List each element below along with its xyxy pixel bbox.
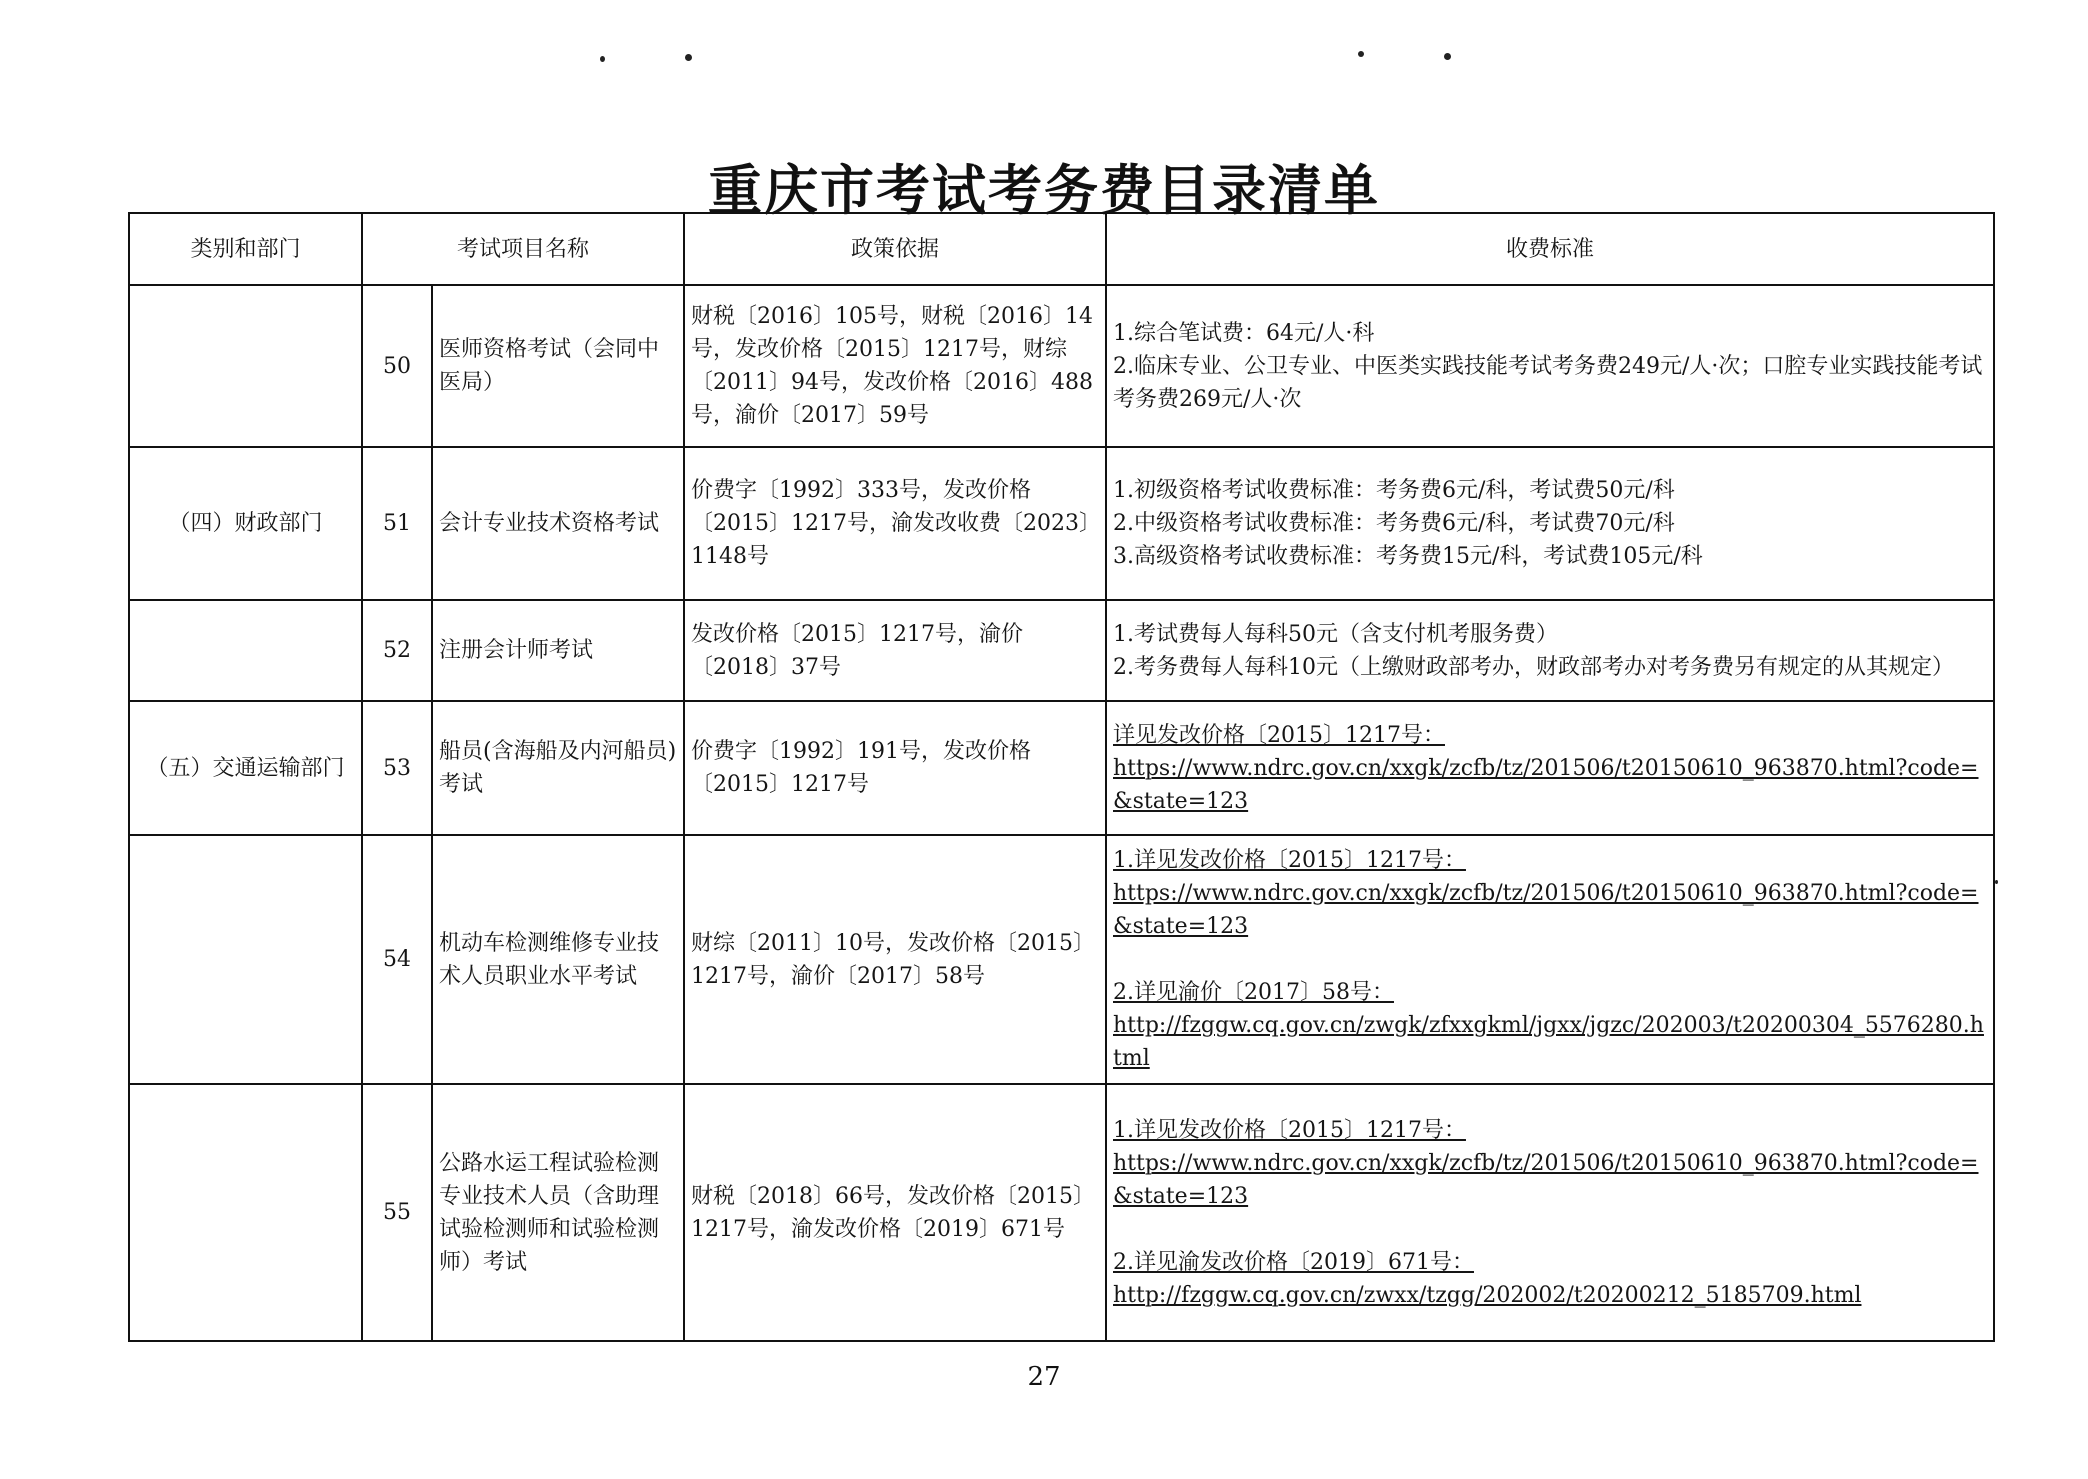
fee-standard bbox=[1106, 1084, 1994, 1341]
fee-reference-link[interactable]: 2.详见渝价〔2017〕58号： bbox=[1113, 980, 1394, 1005]
scan-speck bbox=[685, 54, 692, 61]
exam-name: 注册会计师考试 bbox=[432, 600, 684, 701]
fee-standard bbox=[1106, 285, 1994, 447]
category-cell bbox=[129, 835, 362, 1084]
header-exam-name: 考试项目名称 bbox=[362, 213, 684, 285]
exam-name: 医师资格考试（会同中医局） bbox=[432, 285, 684, 447]
spacer bbox=[1113, 943, 1987, 976]
item-number: 53 bbox=[362, 701, 432, 835]
category-cell bbox=[129, 285, 362, 447]
fee-line: 1.初级资格考试收费标准：考务费6元/科，考试费50元/科 bbox=[1113, 478, 1675, 503]
scan-speck bbox=[600, 56, 605, 62]
policy-basis: 发改价格〔2015〕1217号，渝价〔2018〕37号 bbox=[684, 600, 1106, 701]
header-category: 类别和部门 bbox=[129, 213, 362, 285]
policy-basis: 财税〔2018〕66号，发改价格〔2015〕1217号，渝发改价格〔2019〕671号 bbox=[684, 1084, 1106, 1341]
fee-line: 2.中级资格考试收费标准：考务费6元/科，考试费70元/科 bbox=[1113, 511, 1675, 536]
policy-basis: 财综〔2011〕10号，发改价格〔2015〕1217号，渝价〔2017〕58号 bbox=[684, 835, 1106, 1084]
fee-line: 3.高级资格考试收费标准：考务费15元/科，考试费105元/科 bbox=[1113, 544, 1703, 569]
policy-basis: 价费字〔1992〕191号，发改价格〔2015〕1217号 bbox=[684, 701, 1106, 835]
category-cell bbox=[129, 600, 362, 701]
category-transport: （五）交通运输部门 bbox=[129, 701, 362, 835]
table-row bbox=[129, 1084, 1994, 1341]
page-number: 27 bbox=[1027, 1362, 1061, 1392]
fee-standard bbox=[1106, 600, 1994, 701]
fee-line: 1.考试费每人每科50元（含支付机考服务费） bbox=[1113, 621, 1558, 647]
fee-line: 2.临床专业、公卫专业、中医类实践技能考试考务费249元/人·次；口腔专业实践技能考试考务费269元/人·次 bbox=[1113, 353, 1983, 412]
fee-reference-link[interactable]: 1.详见发改价格〔2015〕1217号： bbox=[1113, 1117, 1466, 1143]
fee-table bbox=[128, 212, 1995, 1342]
table-row bbox=[129, 447, 1994, 600]
item-number: 51 bbox=[362, 447, 432, 600]
fee-reference-link[interactable]: https://www.ndrc.gov.cn/xxgk/zcfb/tz/201506/t20150610_963870.html?code=&state=123 bbox=[1113, 881, 1979, 939]
fee-line: 2.考务费每人每科10元（上缴财政部考办，财政部考办对考务费另有规定的从其规定） bbox=[1113, 654, 1954, 680]
scan-speck bbox=[1444, 53, 1451, 60]
fee-standard bbox=[1106, 701, 1994, 835]
item-number: 50 bbox=[362, 285, 432, 447]
header-standard: 收费标准 bbox=[1106, 213, 1994, 285]
scan-speck bbox=[1358, 51, 1364, 57]
table-header-row bbox=[129, 213, 1994, 285]
fee-reference-link[interactable]: 2.详见渝发改价格〔2019〕671号： bbox=[1113, 1249, 1474, 1275]
category-finance: （四）财政部门 bbox=[129, 447, 362, 600]
table-row bbox=[129, 701, 1994, 835]
fee-reference-link[interactable]: 1.详见发改价格〔2015〕1217号： bbox=[1113, 848, 1466, 873]
category-cell bbox=[129, 1084, 362, 1341]
exam-name: 会计专业技术资格考试 bbox=[432, 447, 684, 600]
exam-name: 公路水运工程试验检测专业技术人员（含助理试验检测师和试验检测师）考试 bbox=[432, 1084, 684, 1341]
scan-speck bbox=[1995, 880, 1998, 884]
fee-reference-link[interactable]: http://fzggw.cq.gov.cn/zwgk/zfxxgkml/jgxx/jgzc/202003/t20200304_5576280.html bbox=[1113, 1013, 1984, 1071]
spacer bbox=[1113, 1213, 1987, 1246]
header-policy: 政策依据 bbox=[684, 213, 1106, 285]
exam-name: 机动车检测维修专业技术人员职业水平考试 bbox=[432, 835, 684, 1084]
exam-name: 船员(含海船及内河船员)考试 bbox=[432, 701, 684, 835]
policy-basis: 价费字〔1992〕333号，发改价格〔2015〕1217号，渝发改收费〔2023〕1148号 bbox=[684, 447, 1106, 600]
fee-reference-link[interactable]: https://www.ndrc.gov.cn/xxgk/zcfb/tz/201506/t20150610_963870.html?code=&state=123 bbox=[1113, 755, 1979, 814]
fee-standard bbox=[1106, 835, 1994, 1084]
fee-line: 1.综合笔试费：64元/人·科 bbox=[1113, 320, 1375, 346]
fee-reference-link[interactable]: http://fzggw.cq.gov.cn/zwxx/tzgg/202002/t20200212_5185709.html bbox=[1113, 1282, 1862, 1308]
table-row bbox=[129, 835, 1994, 1084]
item-number: 52 bbox=[362, 600, 432, 701]
fee-standard bbox=[1106, 447, 1994, 600]
item-number: 54 bbox=[362, 835, 432, 1084]
table-row bbox=[129, 285, 1994, 447]
document-title: 重庆市考试考务费目录清单 bbox=[708, 158, 1380, 222]
policy-basis: 财税〔2016〕105号，财税〔2016〕14号，发改价格〔2015〕1217号，财综〔2011〕94号，发改价格〔2016〕488号，渝价〔2017〕59号 bbox=[684, 285, 1106, 447]
fee-reference-link[interactable]: 详见发改价格〔2015〕1217号： bbox=[1113, 722, 1445, 748]
item-number: 55 bbox=[362, 1084, 432, 1341]
table-row bbox=[129, 600, 1994, 701]
fee-reference-link[interactable]: https://www.ndrc.gov.cn/xxgk/zcfb/tz/201506/t20150610_963870.html?code=&state=123 bbox=[1113, 1150, 1979, 1209]
